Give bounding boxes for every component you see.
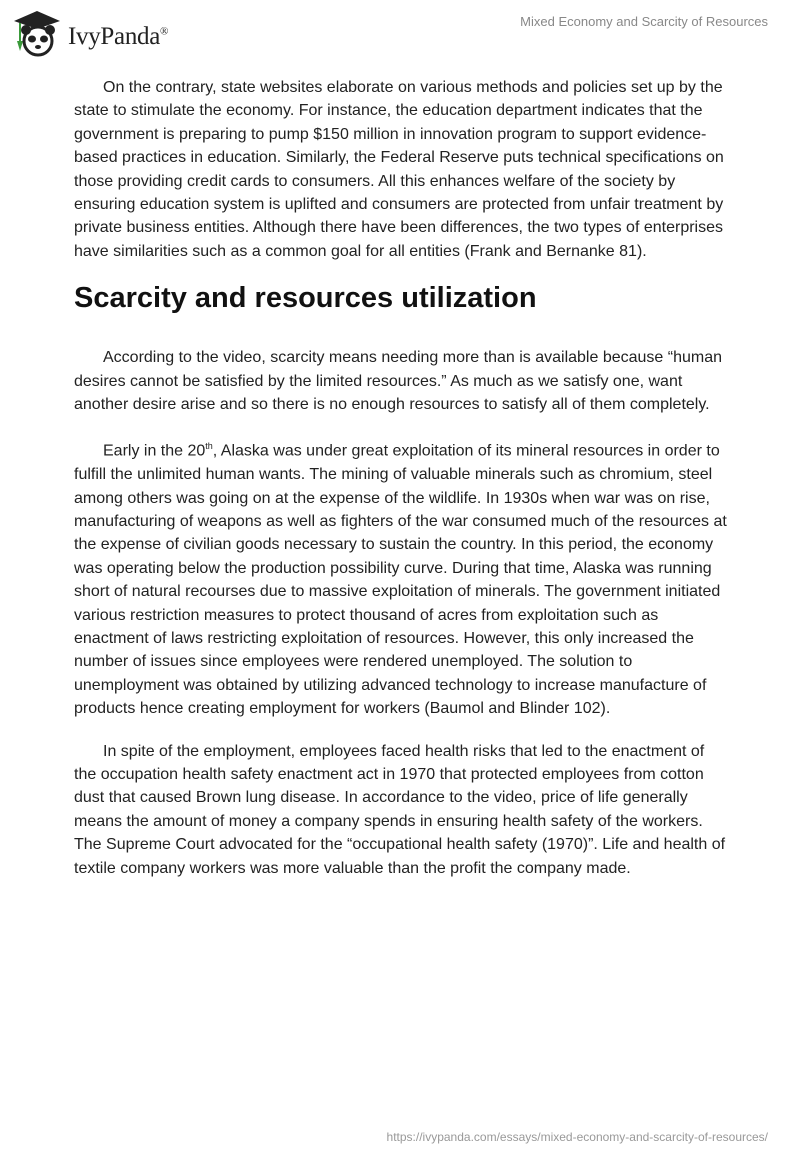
- section-heading: Scarcity and resources utilization: [74, 282, 537, 315]
- brand-name: IvyPanda®: [68, 23, 169, 50]
- source-url[interactable]: https://ivypanda.com/essays/mixed-economy-and-scarcity-of-resources/: [386, 1130, 768, 1144]
- ivypanda-logo[interactable]: [12, 9, 168, 57]
- paragraph: On the contrary, state websites elaborate on various methods and policies set up by the state to stimulate the economy. For instance, the education department indicates that the government is preparing to pump $150 million in innovation program to support evidence-based practices in education. Similarly, the Federal Reserve puts technical specifications on those providing credit cards to consumers. All this enhances welfare of the society by ensuring education system is uplifted and consumers are protected from unfair treatment by private business entities. Although there have been differences, the two types of enterprises have similarities such as a common goal for all entities (Frank and Bernanke 81).: [74, 79, 724, 260]
- panda-logo-icon: [12, 9, 62, 57]
- essay-body: [74, 76, 728, 899]
- paragraph: Early in the 20th, Alaska was under great exploitation of its mineral resources in order to fulfill the unlimited human wants. The mining of valuable minerals such as chromium, steel among others was going on at the expense of the wildlife. In 1930s when war was on rise, manufacturing of weapons as well as fighters of the war consumed much of the resources at the expense of civilian goods necessary to sustain the country. In this period, the economy was operating below the production possibility curve. During that time, Alaska was running short of natural recourses due to massive exploitation of minerals. The government initiated various restriction measures to protect thousand of acres from exploitation such as enactment of laws restricting exploitation of resources. However, this only increased the number of issues since employees were rendered unemployed. The solution to unemployment was obtained by utilizing advanced technology to increase manufacture of products hence creating employment for workers (Baumol and Blinder 102).: [74, 441, 727, 718]
- paragraph: According to the video, scarcity means needing more than is available because “human desires cannot be satisfied by the limited resources.” As much as we satisfy one, want another desire arise and so there is no enough resources to satisfy all of them completely.: [74, 349, 723, 414]
- document-title: Mixed Economy and Scarcity of Resources: [520, 14, 768, 29]
- paragraph: In spite of the employment, employees faced health risks that led to the enactment of the occupation health safety enactment act in 1970 that protected employees from cotton dust that caused Brown lung disease. In accordance to the video, price of life generally means the amount of money a company spends in ensuring health safety of the workers. The Supreme Court advocated for the “occupational health safety (1970)”. Life and health of textile company workers was more valuable than the profit the company made.: [74, 742, 726, 877]
